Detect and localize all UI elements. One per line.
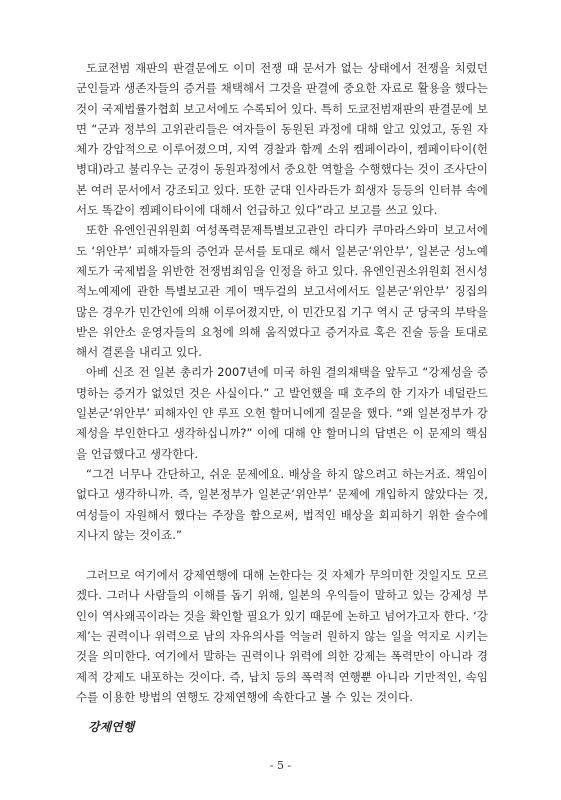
paragraph-coercion-definition: 그러므로 여기에서 강제연행에 대해 논한다는 것 자체가 무의미한 것일지도 모르겠다. 그러나 사람들의 이해를 돕기 위해, 일본의 우익들이 말하고 있는 강제성 부인이 역사왜곡이라는 것을 확인할 필요가 있기 때문에 논하고 넘어가고자 한다. ‘강제’는 권력이나 위력으로 남의 자유의사를 억눌러 원하지 않는 일을 억지로 시키는 것을 의미한다. 여기에서 말하는 권력이나 위력에 의한 강제는 폭력만이 아니라 경제적 강제도 내포하는 것이다. 즉, 납치 등의 폭력적 연행뿐 아니라 기만적인, 속임수를 이용한 방법의 연행도 강제연행에 속한다고 볼 수 있는 것이다. bbox=[76, 568, 488, 704]
paragraph-quote-ohern: “그건 너무나 간단하고, 쉬운 문제에요. 배상을 하지 않으려고 하는거죠. 책임이 없다고 생각하니까. 즉, 일본정부가 일본군‘위안부’ 문제에 개입하지 않았다는 것, 여성들이 자원해서 했다는 주장을 함으로써, 법적인 배상을 회피하기 위한 술수에 지나지 않는 것이죠.” bbox=[76, 466, 488, 542]
paragraph-un-reports: 또한 유엔인권위원회 여성폭력문제특별보고관인 라디카 쿠마라스와미 보고서에도 ‘위안부’ 피해자들의 증언과 문서를 토대로 해서 일본군‘위안부’, 일본군 성노예제도가 국제법을 위반한 전쟁범죄임을 인정을 하고 있다. 유엔인권소위원회 전시성적노예제에 관한 특별보고관 게이 맥두걸의 보고서에서도 일본군‘위안부’ 징집의 많은 경우가 민간인에 의해 이루어졌지만, 이 민간모집 기구 역시 군 당국의 부탁을 받은 위안소 운영자들의 요청에 의해 움직였다고 증거자료 혹은 진술 등을 토대로 해서 결론을 내리고 있다. bbox=[76, 223, 488, 360]
paragraph-abe-statement: 아베 신조 전 일본 총리가 2007년에 미국 하원 결의채택을 앞두고 “강제성을 증명하는 증거가 없었던 것은 사실이다.” 고 발언했을 때 호주의 한 기자가 네덜란드 일본군‘위안부’ 피해자인 얀 루프 오헌 할머니에게 질문을 했다. “왜 일본정부가 강제성을 부인한다고 생각하십니까?” 이에 대해 얀 할머니의 답변은 이 문제의 핵심을 언급했다고 생각한다. bbox=[76, 365, 488, 461]
body-text bbox=[76, 58, 488, 707]
paragraph-tokyo-tribunal: 도쿄전범 재판의 판결문에도 이미 전쟁 때 문서가 없는 상태에서 전쟁을 치렀던 군인들과 생존자들의 증거를 채택해서 그것을 판결에 중요한 자료로 활용을 했다는 것이 국제법률가협회 보고서에도 수록되어 있다. 특히 도쿄전범재판의 판결문에 보면 “군과 정부의 고위관리들은 여자들이 동원된 과정에 대해 알고 있었고, 동원 자체가 강압적으로 이루어졌으며, 지역 경찰과 함께 소위 켐페이라이, 켐페이타이(헌병대)라고 불리우는 군경이 동원과정에서 중요한 역할을 수행했다는 것이 조사단이 본 여러 문서에서 강조되고 있다. 또한 군대 인사라든가 희생자 등등의 인터뷰 속에서도 똑같이 켐페이타이에 대해서 언급하고 있다”라고 보고를 쓰고 있다. bbox=[76, 61, 488, 218]
section-heading: 강제연행 bbox=[88, 720, 135, 734]
page-number: - 5 - bbox=[269, 759, 292, 772]
